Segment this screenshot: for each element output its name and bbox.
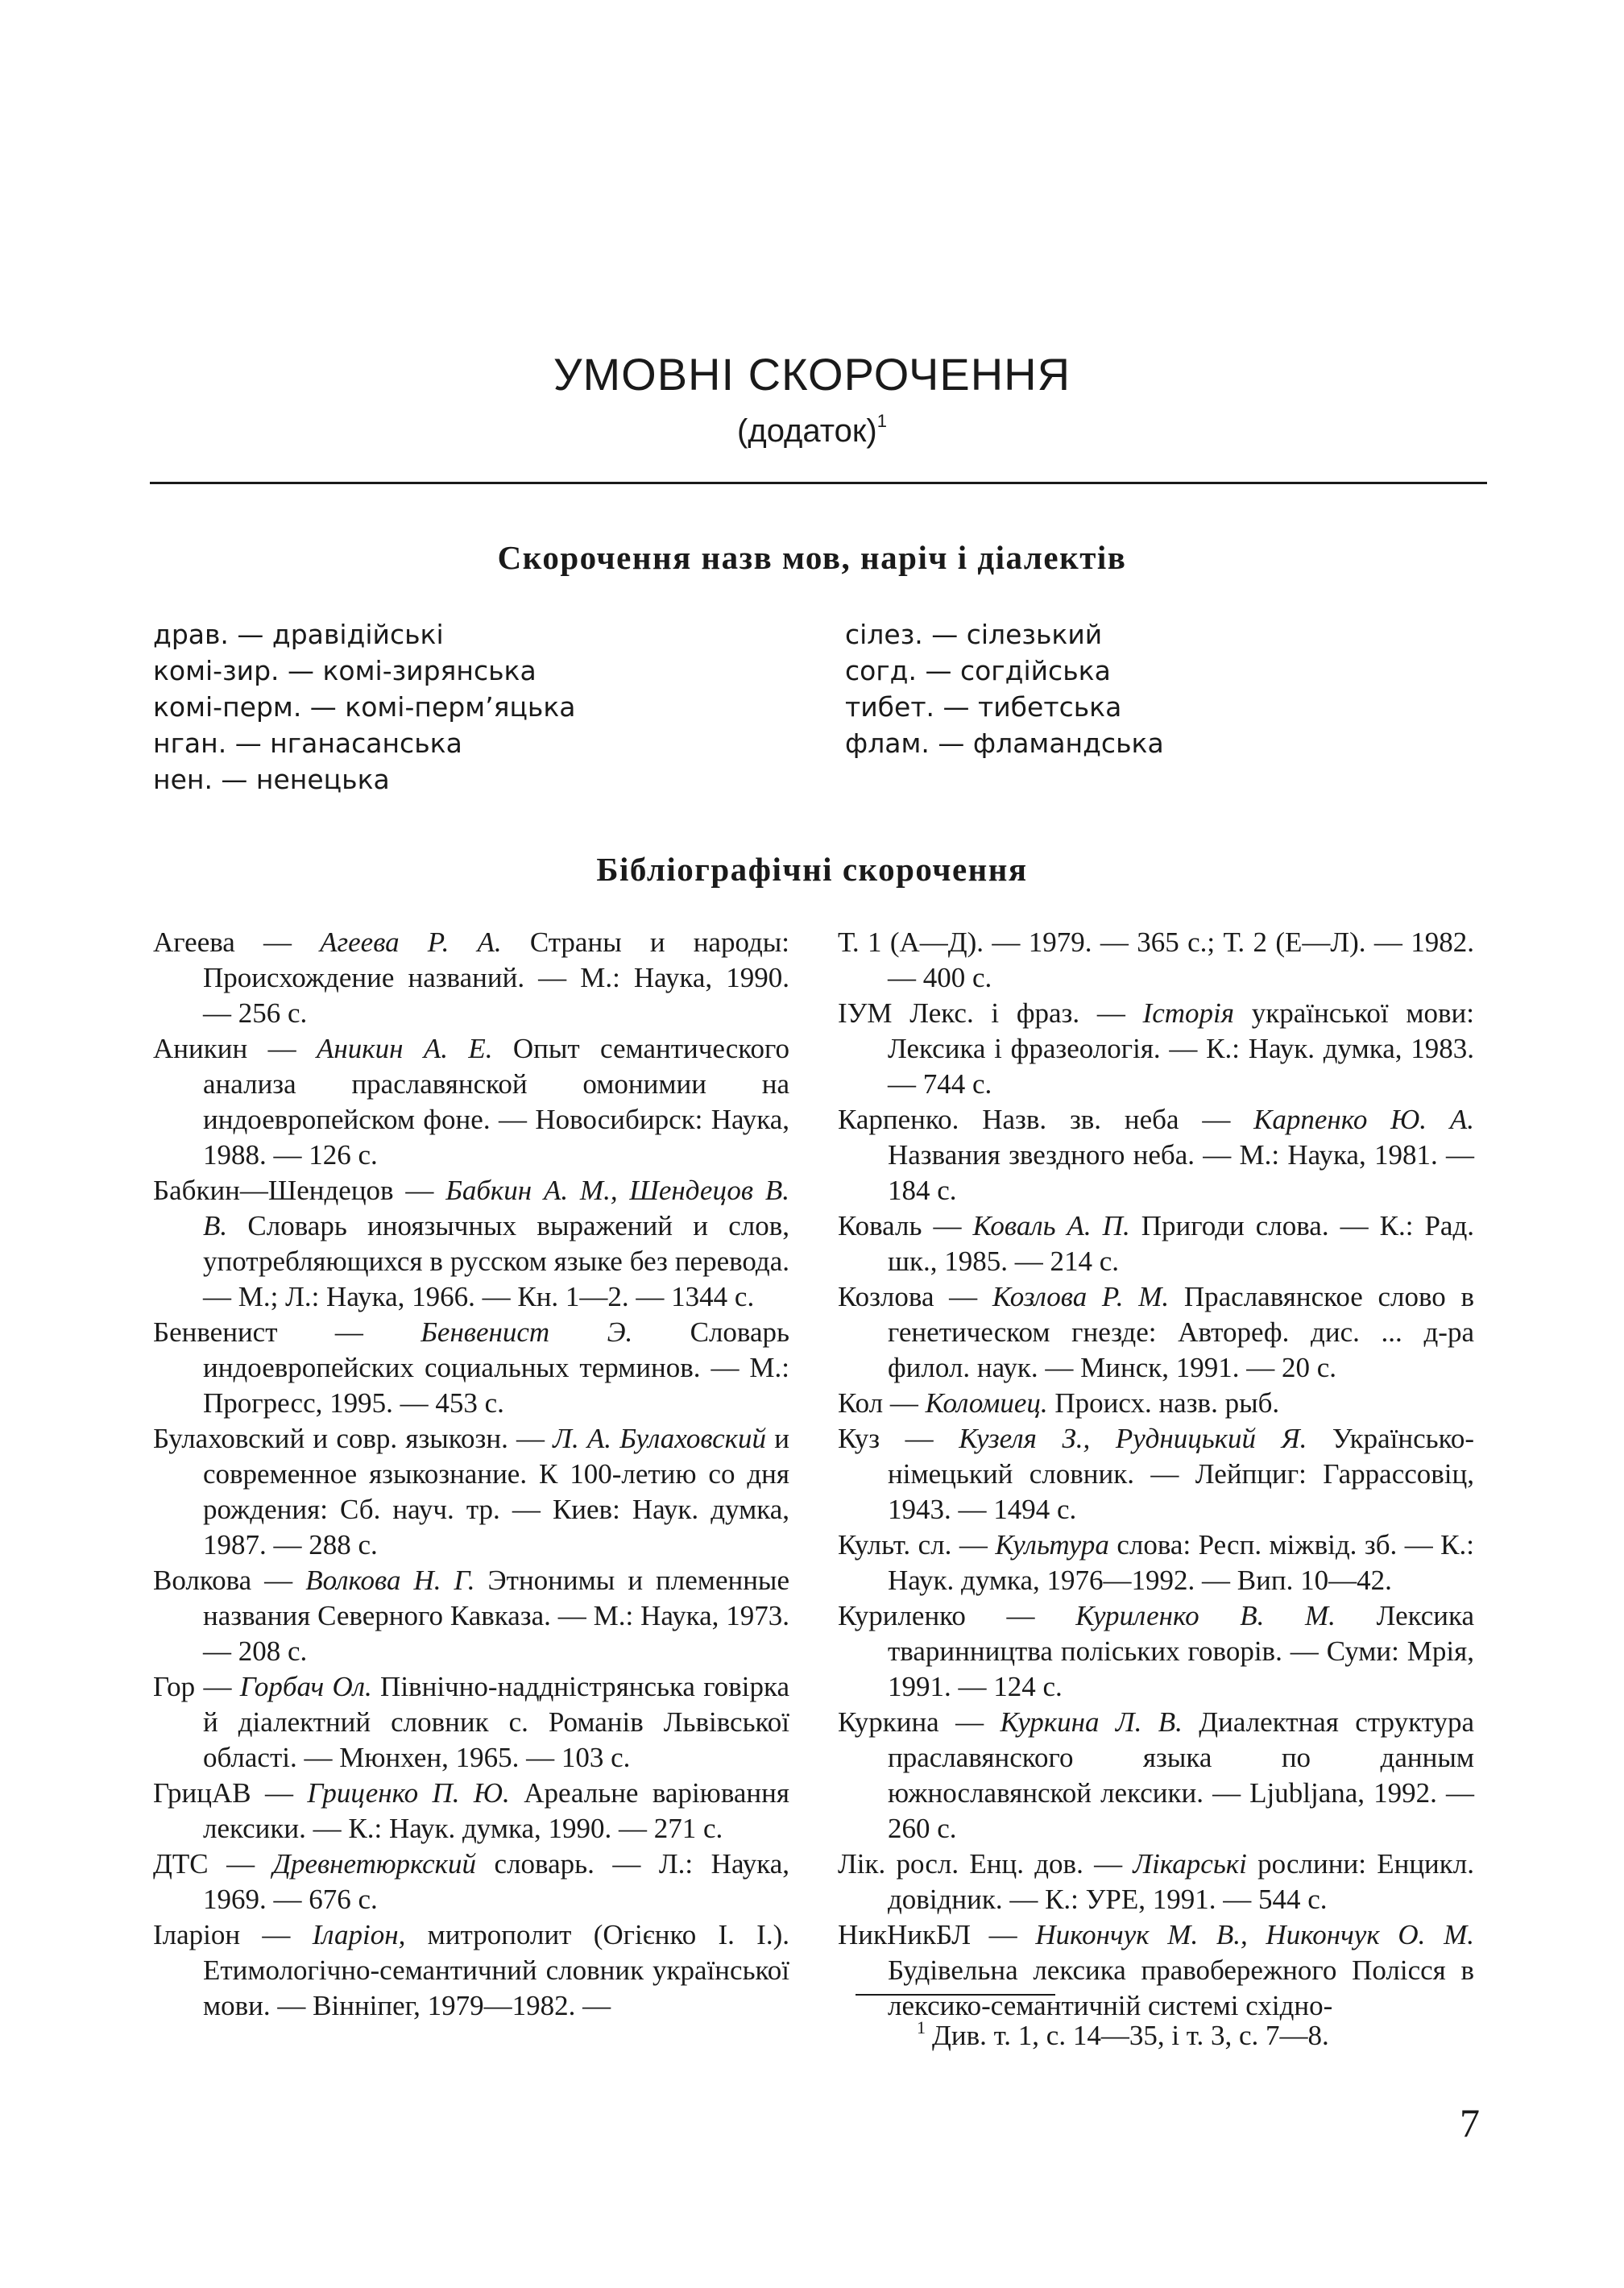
bib-entry [838,1598,1474,1705]
bib-it: Агеева Р. А. [320,926,502,958]
bib-pre: Коваль — [838,1210,973,1241]
bib-entry [153,1173,789,1315]
footnote-marker: 1 [876,411,887,431]
bib-it: Бабкин А. М., Шендецов В. В. [203,1175,789,1241]
bib-post: Страны и народы: Происхождение названий. — М.: Наука, 1990. — 256 с. [203,926,790,1029]
title-rule [150,482,1487,484]
footnote-mark: 1 [917,2017,926,2037]
bib-it: Аникин А. Е. [316,1033,493,1064]
bib-it: Лікарські [1133,1848,1247,1880]
bib-post: словарь. — Л.: Наука, 1969. — 676 с. [203,1848,789,1915]
bib-post: Названия звездного неба. — М.: Наука, 1981. — 184 с. [888,1139,1474,1206]
bib-post: Ареальне варіювання лексики. — К.: Наук. думка, 1990. — 271 с. [203,1777,789,1844]
bib-entry [838,1386,1474,1421]
bib-pre: Кол — [838,1387,926,1419]
abbr-item: сілез. — сілезький [845,619,1103,650]
bib-entry [153,925,789,1031]
bib-entry [838,1279,1474,1386]
bib-entry [153,1847,789,1917]
abbr-list-left [153,616,576,798]
bib-it: Коломиец. [925,1387,1048,1419]
bib-entry [838,1847,1474,1917]
bib-it: Куркина Л. В. [1000,1706,1183,1738]
bib-entry [153,1421,789,1563]
bib-entry [838,1705,1474,1847]
bib-post: митрополит (Огієнко І. І.). Етимологічно-семантичний словник української мови. — Вінніпег, 1979—1982. — [203,1919,789,2021]
bib-list-left [153,925,789,2024]
bib-post: Лексика тваринництва поліських говорів. — Суми: Мрія, 1991. — 124 с. [888,1600,1475,1702]
bib-entry [838,996,1474,1102]
page-title: УМОВНІ СКОРОЧЕННЯ [553,349,1071,400]
bib-it: Коваль А. П. [972,1210,1130,1241]
bib-pre: ГрицАВ — [153,1777,308,1809]
bib-entry [838,1208,1474,1279]
abbr-list-right [845,616,1164,761]
bib-pre: Карпенко. Назв. зв. неба — [838,1104,1254,1135]
bib-it: Горбач Ол. [239,1671,372,1702]
bib-pre: Булаховский и совр. языкозн. — [153,1423,553,1454]
bib-pre: Культ. сл. — [838,1529,996,1561]
bib-pre: ДТС — [153,1848,273,1880]
bib-pre: Козлова — [838,1281,992,1312]
footnote [917,2017,1329,2052]
bib-it: Кузеля З., Рудницький Я. [959,1423,1307,1454]
section-heading-bibliography: Бібліографічні скорочення [596,851,1028,888]
bib-it: Історія [1142,997,1235,1029]
bib-entry [838,1421,1474,1527]
bib-pre: Куркина — [838,1706,1000,1738]
bib-entry [838,1102,1474,1208]
bib-it: Никончук М. В., Никончук О. М. [1035,1919,1474,1950]
abbr-item: комі-зир. — комі-зирянська [153,655,536,686]
bib-list-right [838,925,1474,2024]
bib-post: Словарь индоевропейских социальных терминов. — М.: Прогресс, 1995. — 453 с. [203,1316,789,1419]
bib-entry [153,1776,789,1847]
bib-post: Этнонимы и племенные названия Северного Кавказа. — М.: Наука, 1973. — 208 с. [203,1565,789,1667]
bib-pre: Бенвенист — [153,1316,421,1348]
abbr-item: драв. — дравідійські [153,619,444,650]
bib-post: Будівельна лексика правобережного Полісся в лексико-семантичній системі східно- [888,1954,1474,2021]
bib-it: Куриленко В. М. [1075,1600,1336,1631]
subtitle-text: (додаток) [737,413,877,449]
bib-entry [153,1669,789,1776]
bib-post: слова: Респ. міжвід. зб. — К.: Наук. думка, 1976—1992. — Вип. 10—42. [888,1529,1474,1596]
bib-it: Гриценко П. Ю. [307,1777,510,1809]
bib-it: Козлова Р. М. [992,1281,1170,1312]
bib-post: рослини: Енцикл. довідник. — К.: УРЕ, 1991. — 544 с. [888,1848,1474,1915]
bib-entry [153,1315,789,1421]
abbr-item: согд. — согдійська [845,655,1111,686]
bib-post: Пригоди слова. — К.: Рад. шк., 1985. — 214 с. [888,1210,1475,1277]
bib-post: и современное языкознание. К 100-летию со дня рождения: Сб. науч. тр. — Киев: Наук. думка, 1987. — 288 с. [203,1423,790,1561]
bib-pre: Волкова — [153,1565,306,1596]
abbr-item: флам. — фламандська [845,727,1164,759]
bib-it: Іларіон, [312,1919,406,1950]
page-subtitle [0,411,1624,450]
bib-pre: Куриленко — [838,1600,1076,1631]
bib-pre: Агеева — [153,926,321,958]
abbr-item: нган. — нганасанська [153,727,462,759]
bib-entry [838,1917,1474,2024]
abbr-item: нен. — ненецька [153,764,390,795]
bib-pre: ІУМ Лекс. і фраз. — [838,997,1143,1029]
bib-pre: НикНикБЛ — [838,1919,1036,1950]
bib-post: Українсько-німецький словник. — Лейпциг: Гаррассовіц, 1943. — 1494 с. [888,1423,1475,1525]
abbr-item: тибет. — тибетська [845,691,1122,723]
bib-entry [153,1917,789,2024]
bib-it: Л. А. Булаховский [553,1423,767,1454]
bib-post: Диалектная структура праславянского языка по данным южнославянской лексики. — Ljubljana, 1992. — 260 с. [888,1706,1474,1844]
bib-entry [838,1527,1474,1598]
page-number: 7 [1460,2100,1480,2145]
bib-post: Праславянское слово в генетическом гнезде: Автореф. дис. ... д-ра филол. наук. — Минск, 1991. — 20 с. [888,1281,1474,1383]
bib-it: Волкова Н. Г. [305,1565,475,1596]
bib-it: Карпенко Ю. А. [1253,1104,1474,1135]
bib-post: української мови: Лексика і фразеологія. — К.: Наук. думка, 1983. — 744 с. [888,997,1474,1100]
abbr-item: комі-перм. — комі-перм’яцька [153,691,576,723]
bib-entry [838,925,1474,996]
bib-pre: Іларіон — [153,1919,313,1950]
bib-post: Словарь иноязычных выражений и слов, употребляющихся в русском языке без перевода. — М.; Л.: Наука, 1966. — Кн. 1—2. — 1344 с. [203,1210,789,1312]
bib-post: Північно-наддністрянська говірка й діалектний словник с. Романів Львівської області. — Мюнхен, 1965. — 103 с. [203,1671,789,1773]
bib-pre: Т. 1 (А—Д). — 1979. — 365 с.; Т. 2 (Е—Л). — 1982. — 400 с. [838,926,1474,993]
bib-post: Происх. назв. рыб. [1047,1387,1280,1419]
bib-it: Бенвенист Э. [420,1316,633,1348]
bib-pre: Бабкин—Шендецов — [153,1175,446,1206]
bib-pre: Аникин — [153,1033,317,1064]
bib-post: Опыт семантического анализа праславянской омонимии на индоевропейском фоне. — Новосибирск: Наука, 1988. — 126 с. [203,1033,789,1171]
bib-pre: Лік. росл. Енц. дов. — [838,1848,1133,1880]
bib-pre: Гор — [153,1671,240,1702]
section-heading-languages: Скорочення назв мов, наріч і діалектів [497,539,1127,576]
bib-entry [153,1031,789,1173]
bib-entry [153,1563,789,1669]
bib-pre: Куз — [838,1423,959,1454]
footnote-rule [856,1994,1055,1996]
bib-it: Культура [995,1529,1109,1561]
bib-it: Древнетюркский [272,1848,477,1880]
footnote-text: Див. т. 1, с. 14—35, і т. 3, с. 7—8. [932,2020,1329,2051]
